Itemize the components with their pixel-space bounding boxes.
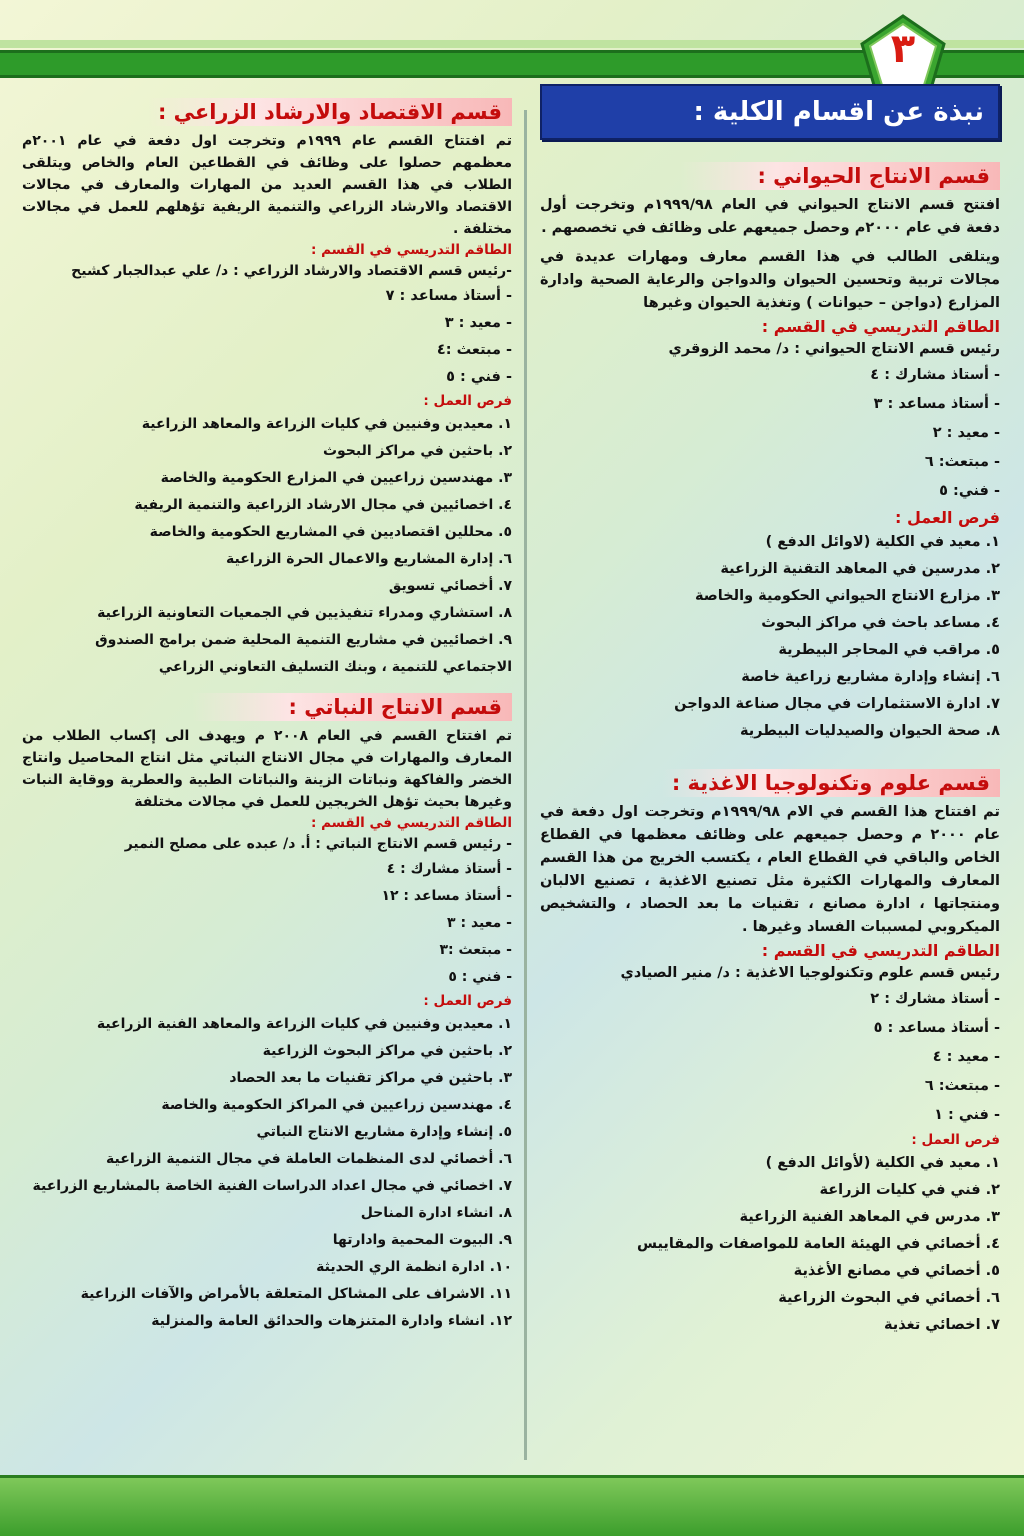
list-item: - فني : ٥ <box>448 969 512 985</box>
list-item: - فني: ٥ <box>939 483 1000 499</box>
list-item: - أستاذ مشارك : ٢ <box>870 991 1000 1007</box>
plant-section-title: قسم الانتاج النباتي : <box>192 693 512 721</box>
list-item: ١. معيد في الكلية (لأوائل الدفع ) <box>765 1155 1000 1171</box>
list-item: - معيد : ٣ <box>444 315 512 331</box>
list-item: - فني : ٥ <box>446 369 512 385</box>
main-title: نبذة عن اقسام الكلية : <box>540 84 1000 140</box>
list-item: - أستاذ مشارك : ٤ <box>386 861 512 877</box>
list-item: ٤. اخصائيين في مجال الارشاد الزراعية والتنمية الريفية <box>134 497 512 513</box>
list-item: - مبتعث :٤ <box>436 342 512 358</box>
page-number-badge <box>860 14 946 94</box>
food-jobs-list <box>540 1150 1000 1339</box>
economics-staff-list <box>22 283 512 391</box>
list-item: - مبتعث: ٦ <box>924 1078 1000 1094</box>
list-item: ٥. محللين اقتصاديين في المشاريع الحكومية والخاصة <box>149 524 512 540</box>
list-item: ٨. استشاري ومدراء تنفيذيين في الجمعيات التعاونية الزراعية <box>97 605 512 621</box>
list-item: - أستاذ مساعد : ٣ <box>873 396 1000 412</box>
food-staff-title: الطاقم التدريسي في القسم : <box>761 941 1000 960</box>
animal-staff-list <box>540 361 1000 506</box>
list-item: ٦. أخصائي في البحوث الزراعية <box>778 1290 1000 1306</box>
plant-intro: تم افتتاح القسم في العام ٢٠٠٨ م ويهدف الى إكساب الطلاب من المعارف والمهارات في مجال الانتاج النباتي مثل انتاج المحاصيل وانتاج الخضر والفاكهة ونباتات الزينة والنباتات الطبية والعطرية ووقاية النبات وغيرها بحيث تؤهل الخريجين للعمل في مجالات مختلفة <box>22 728 512 810</box>
list-item: - فني : ١ <box>934 1107 1000 1123</box>
plant-jobs-title: فرص العمل : <box>423 993 512 1009</box>
list-item: ٣. مدرس في المعاهد الفنية الزراعية <box>739 1209 1000 1225</box>
list-item: ٤. أخصائي في الهيئة العامة للمواصفات والمقاييس <box>636 1236 1000 1252</box>
animal-intro: افتتح قسم الانتاج الحيواني في العام ١٩٩٩/٩٨م وتخرجت أول دفعة في عام ٢٠٠٠م وحصل جميعهم على وظائف في تخصصهم . <box>540 197 1001 236</box>
list-item: ٧. اخصائي تغذية <box>884 1317 1000 1333</box>
list-item: ٢. فني في كليات الزراعة <box>819 1182 1000 1198</box>
economics-jobs-title: فرص العمل : <box>423 393 512 409</box>
list-item: ١. معيد في الكلية (لاوائل الدفع ) <box>765 534 1000 550</box>
plant-jobs-list <box>22 1011 512 1335</box>
page-number: ٣ <box>890 26 916 72</box>
list-item: - معيد : ٣ <box>447 915 512 931</box>
economics-head: -رئيس قسم الاقتصاد والارشاد الزراعي : د/ علي عبدالجبار كشيح <box>71 263 512 279</box>
list-item: - أستاذ مساعد : ٥ <box>873 1020 1000 1036</box>
list-item: ٢. باحثين في مراكز البحوث <box>322 443 512 459</box>
economics-jobs-list <box>22 411 512 681</box>
plant-staff-title: الطاقم التدريسي في القسم : <box>310 815 512 831</box>
food-staff-list <box>540 985 1000 1130</box>
list-item: ٢. باحثين في مراكز البحوث الزراعية <box>262 1043 512 1059</box>
list-item: ١. معيدين وفنيين في كليات الزراعة والمعاهد الزراعية <box>141 416 512 432</box>
list-item: ٤. مهندسين زراعيين في المراكز الحكومية والخاصة <box>161 1097 512 1113</box>
list-item: ٩. البيوت المحمية وادارتها <box>332 1232 512 1248</box>
animal-staff-title: الطاقم التدريسي في القسم : <box>761 317 1000 336</box>
list-item: ٧. ادارة الاستثمارات في مجال صناعة الدواجن <box>674 696 1000 712</box>
list-item: ٤. مساعد باحث في مراكز البحوث <box>761 615 1000 631</box>
list-item: - أستاذ مساعد : ٧ <box>385 288 512 304</box>
list-item: - أستاذ مشارك : ٤ <box>870 367 1000 383</box>
list-item: ٥. إنشاء وإدارة مشاريع الانتاج النباتي <box>256 1124 512 1140</box>
right-column <box>540 84 1000 1339</box>
list-item: - معيد : ٤ <box>932 1049 1000 1065</box>
animal-jobs-title: فرص العمل : <box>894 508 1000 527</box>
list-item: ٧. اخصائي في مجال اعداد الدراسات الفنية الخاصة بالمشاريع الزراعية <box>32 1178 512 1194</box>
economics-intro: تم افتتاح القسم عام ١٩٩٩م وتخرجت اول دفعة في عام ٢٠٠١م معظمهم حصلوا على وظائف في القطاعين العام والخاص ويتلقى الطلاب في هذا القسم العديد من المهارات والمعارف في مجالات الاقتصاد والارشاد الزراعي والتنمية الريفية تؤهلهم للعمل في مجالات مختلفة . <box>22 133 512 237</box>
animal-section-title: قسم الانتاج الحيواني : <box>680 162 1000 190</box>
list-item: ٥. أخصائي في مصانع الأغذية <box>793 1263 1000 1279</box>
list-item: ٣. باحثين في مراكز تقنيات ما بعد الحصاد <box>229 1070 512 1086</box>
list-item: ٦. إدارة المشاريع والاعمال الحرة الزراعية <box>226 551 512 567</box>
list-item: - معيد : ٢ <box>932 425 1000 441</box>
economics-staff-title: الطاقم التدريسي في القسم : <box>310 242 512 258</box>
list-item: ٨. صحة الحيوان والصيدليات البيطرية <box>739 723 1000 739</box>
list-item: ٩. اخصائيين في مشاريع التنمية المحلية ضمن برامج الصندوق الاجتماعي للتنمية ، وبنك التسليف التعاوني الزراعي <box>95 632 512 675</box>
economics-section-title: قسم الاقتصاد والارشاد الزراعي : <box>148 98 512 126</box>
plant-head: - رئيس قسم الانتاج النباتي : أ. د/ عبده على مصلح النمير <box>124 836 512 852</box>
list-item: ٢. مدرسين في المعاهد التقنية الزراعية <box>720 561 1000 577</box>
list-item: ١٠. ادارة انظمة الري الحديثة <box>316 1259 512 1275</box>
list-item: ١١. الاشراف على المشاكل المتعلقة بالأمراض والآفات الزراعية <box>80 1286 512 1302</box>
list-item: ٧. أخصائي تسويق <box>388 578 512 594</box>
animal-intro-2: ويتلقى الطالب في هذا القسم معارف ومهارات عديدة في مجالات تربية وتحسين الحيوان والدواجن والرعاية الصحية وادارة المزارع (دواجن – حيوانات ) وتغذية الحيوان وغيرها <box>540 249 1000 311</box>
list-item: ٣. مهندسين زراعيين في المزارع الحكومية والخاصة <box>160 470 512 486</box>
list-item: ٥. مراقب في المحاجر البيطرية <box>778 642 1000 658</box>
plant-staff-list <box>22 856 512 991</box>
food-head: رئيس قسم علوم وتكنولوجيا الاغذية : د/ منير الصيادي <box>620 965 1000 981</box>
list-item: ٦. أخصائي لدى المنظمات العاملة في مجال التنمية الزراعية <box>106 1151 512 1167</box>
left-column <box>22 92 512 1335</box>
list-item: - مبتعث: ٦ <box>924 454 1000 470</box>
list-item: ٣. مزارع الانتاج الحيواني الحكومية والخاصة <box>694 588 1000 604</box>
list-item: ١٢. انشاء وادارة المتنزهات والحدائق العامة والمنزلية <box>151 1313 512 1329</box>
bottom-green-band <box>0 1475 1024 1536</box>
list-item: ٨. انشاء ادارة المناحل <box>360 1205 512 1221</box>
animal-jobs-list <box>540 529 1000 745</box>
list-item: - مبتعث :٣ <box>439 942 512 958</box>
animal-head: رئيس قسم الانتاج الحيواني : د/ محمد الزوقري <box>668 341 1000 357</box>
list-item: ١. معيدين وفنيين في كليات الزراعة والمعاهد الفنية الزراعية <box>96 1016 512 1032</box>
list-item: ٦. إنشاء وإدارة مشاريع زراعية خاصة <box>741 669 1000 685</box>
food-jobs-title: فرص العمل : <box>911 1132 1000 1148</box>
food-intro: تم افتتاح هذا القسم في الام ١٩٩٩/٩٨م وتخرجت اول دفعة في عام ٢٠٠٠ م وحصل جميعهم على وظائف معظمها في القطاع الخاص والباقي في القطاع العام ، يكتسب الخريج من هذا القسم المعارف والمهارات الكثيرة مثل تصنيع الاغذية ، تصنيع الالبان ومنتجاتها ، ادارة مصانع ، تقنيات ما بعد الحصاد ، والتشخيص الميكروبي لمسببات الفساد وغيرها . <box>540 804 1000 935</box>
list-item: - أستاذ مساعد : ١٢ <box>381 888 512 904</box>
food-section-title: قسم علوم وتكنولوجيا الاغذية : <box>662 769 1000 797</box>
column-divider <box>524 110 527 1460</box>
